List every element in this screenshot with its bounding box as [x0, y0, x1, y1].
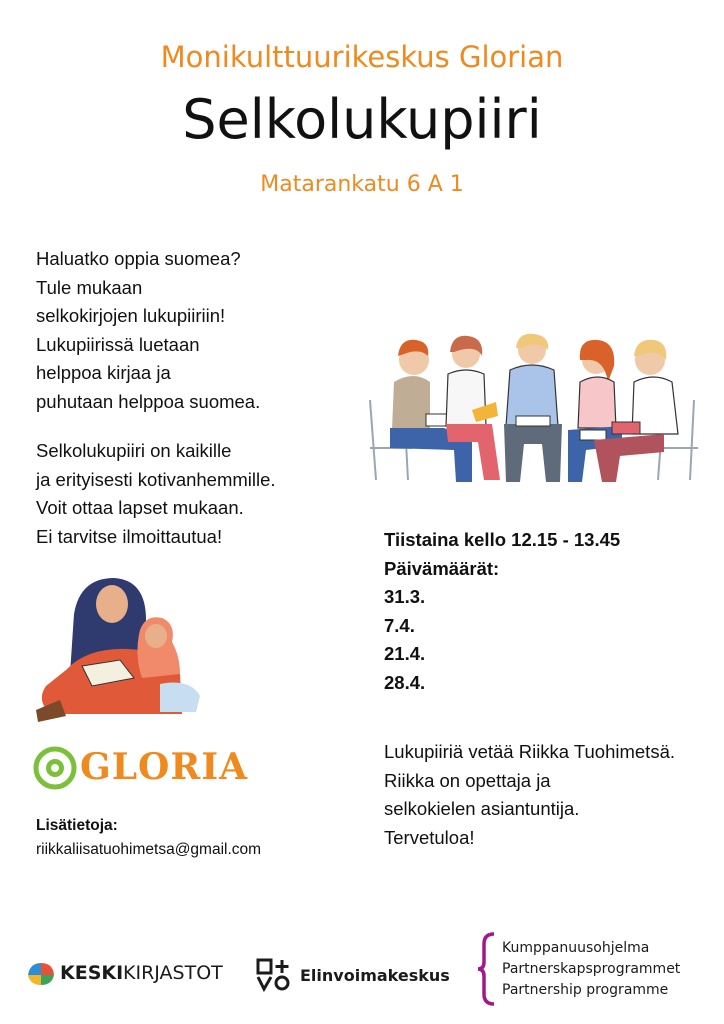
date-item: 31.3.: [384, 586, 426, 607]
intro-line: selkokirjojen lukupiiriin!: [36, 305, 226, 326]
keskikirjastot-emblem-icon: [26, 961, 56, 987]
partnership-programme-logo: [476, 932, 706, 1006]
contact-email[interactable]: riikkaliisatuohimetsa@gmail.com: [36, 841, 262, 858]
partnership-line: Partnerskapsprogrammet: [502, 961, 681, 977]
intro-line: puhutaan helppoa suomea.: [36, 390, 261, 412]
intro-line: Tule mukaan: [36, 276, 143, 298]
gloria-ring-text: [28, 762, 82, 763]
partnership-line: Kumppanuusohjelma: [502, 940, 650, 956]
address: Matarankatu 6 A 1: [260, 172, 464, 197]
dates-label: Päivämäärät:: [384, 557, 500, 579]
person-reader-3-icon: [504, 334, 562, 482]
intro-text: [36, 245, 260, 416]
person-reader-2-icon: [446, 336, 500, 480]
curly-brace-icon: [476, 932, 498, 1006]
mother-child-reading-illustration: [30, 574, 220, 729]
leader-line: selkokielen asiantuntija.: [384, 798, 580, 819]
partnership-text: [502, 938, 680, 1001]
gloria-logo-text: GLORIA: [80, 746, 249, 788]
keskikirjastot-logo: [26, 958, 236, 990]
organization-name: Monikulttuurikeskus Glorian: [160, 40, 564, 74]
date-item: 21.4.: [384, 643, 426, 664]
info-line: Voit ottaa lapset mukaan.: [36, 497, 244, 518]
leader-line: Riikka on opettaja ja: [384, 769, 551, 791]
page-title: Selkolukupiiri: [182, 88, 542, 151]
intro-line: helppoa kirjaa ja: [36, 362, 171, 383]
leader-line: Tervetuloa!: [384, 826, 475, 848]
elinvoimakeskus-text: Elinvoimakeskus: [300, 966, 450, 985]
leader-text: [384, 738, 675, 852]
info-text: [36, 437, 276, 551]
schedule-time: Tiistaina kello 12.15 - 13.45: [384, 529, 621, 550]
info-line: Selkolukupiiri on kaikille: [36, 440, 232, 461]
partnership-line: Partnership programme: [502, 982, 669, 998]
elinvoimakeskus-emblem-icon: [256, 958, 290, 992]
info-line: Ei tarvitse ilmoittautua!: [36, 525, 223, 547]
intro-line: Lukupiirissä luetaan: [36, 333, 200, 355]
gloria-emblem-icon: [28, 744, 82, 792]
info-line: ja erityisesti kotivanhemmille.: [36, 468, 276, 490]
date-item: 28.4.: [384, 671, 426, 693]
leader-line: Lukupiiriä vetää Riikka Tuohimetsä.: [384, 741, 676, 762]
keskikirjastot-light-text: KIRJASTOT: [123, 962, 223, 984]
intro-line: Haluatko oppia suomea?: [36, 248, 241, 269]
elinvoimakeskus-logo: [256, 958, 456, 992]
gloria-logo: [28, 744, 249, 792]
keskikirjastot-bold-text: KESKI: [60, 962, 124, 984]
schedule: [384, 526, 620, 697]
reading-group-illustration: [364, 330, 704, 490]
date-item: 7.4.: [384, 614, 415, 636]
contact-title: Lisätietoja:: [36, 817, 118, 834]
